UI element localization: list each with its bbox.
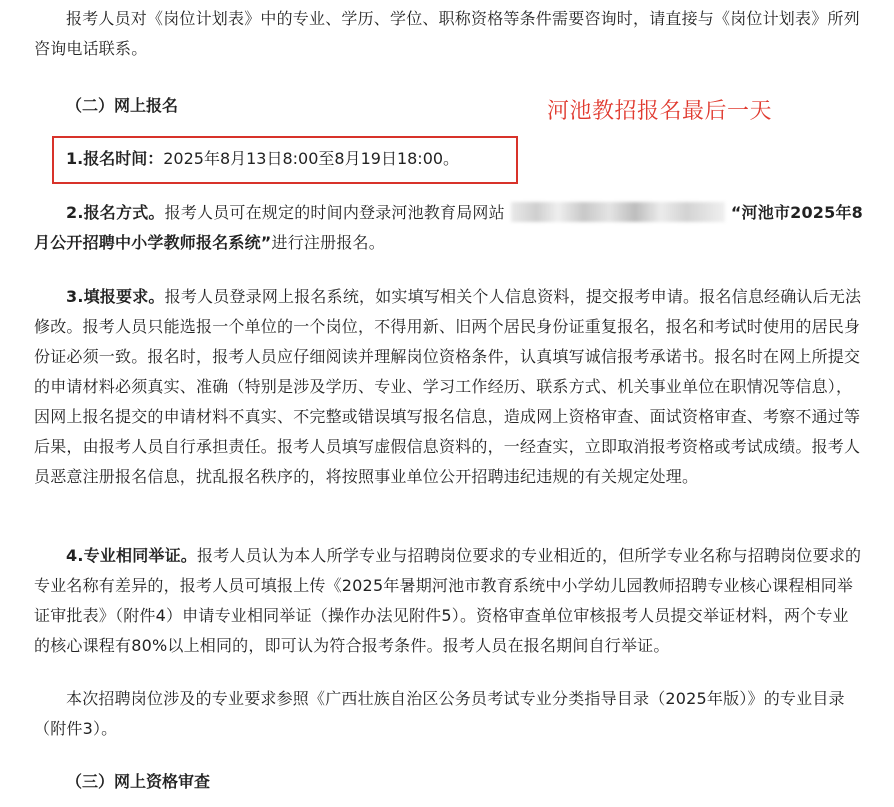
registration-time-value: 2025年8月13日8:00至8月19日18:00。 xyxy=(163,149,460,168)
major-catalog-note xyxy=(34,684,864,744)
registration-method-paragraph xyxy=(34,198,864,258)
major-proof-text: 报考人员认为本人所学专业与招聘岗位要求的专业相近的，但所学专业名称与招聘岗位要求的专业名称有差异的，报考人员可填报上传《2025年暑期河池市教育系统中小学幼儿园教师招聘专业核心课程相同举证审批表》（附件4）申请专业相同举证（操作办法见附件5）。资格审查单位审核报考人员提交举证材料，两个专业的核心课程有80%以上相同的，即可认为符合报考条件。报考人员在报名期间自行举证。 xyxy=(34,546,862,655)
registration-time xyxy=(66,144,459,174)
registration-system-name: “河池市2025年8月公开招聘中小学教师报名系统” xyxy=(34,203,864,252)
blurred-website-url xyxy=(511,202,725,222)
registration-method-text-after: 进行注册报名。 xyxy=(271,233,385,252)
major-catalog-text: 本次招聘岗位涉及的专业要求参照《广西壮族自治区公务员考试专业分类指导目录（2025年版）》的专业目录（附件3）。 xyxy=(34,689,845,738)
section-heading-online-registration: （二）网上报名 xyxy=(66,96,179,115)
intro-paragraph xyxy=(34,4,864,64)
major-proof-label: 4.专业相同举证。 xyxy=(66,546,198,565)
registration-method-label: 2.报名方式。 xyxy=(66,203,165,222)
registration-time-label: 1.报名时间： xyxy=(66,149,164,168)
section-heading-online-qualification-review: （三）网上资格审查 xyxy=(66,772,211,791)
major-proof-paragraph xyxy=(34,541,864,661)
filling-requirements-text: 报考人员登录网上报名系统，如实填写相关个人信息资料，提交报考申请。报名信息经确认后无法修改。报考人员只能选报一个单位的一个岗位，不得用新、旧两个居民身份证重复报名，报名和考试时使用的居民身份证必须一致。报名时，报考人员应仔细阅读并理解岗位资格条件，认真填写诚信报考承诺书。报名时在网上所提交的申请材料必须真实、准确（特别是涉及学历、专业、学习工作经历、联系方式、机关事业单位在职情况等信息），因网上报名提交的申请材料不真实、不完整或错误填写报名信息，造成网上资格审查、面试资格审查、考察不通过等后果，由报考人员自行承担责任。报考人员填写虚假信息资料的，一经查实，立即取消报考资格或考试成绩。报考人员恶意注册报名信息，扰乱报名秩序的，将按照事业单位公开招聘违纪违规的有关规定处理。 xyxy=(34,287,862,486)
intro-text: 报考人员对《岗位计划表》中的专业、学历、学位、职称资格等条件需要咨询时，请直接与《岗位计划表》所列咨询电话联系。 xyxy=(34,9,860,58)
filling-requirements-label: 3.填报要求。 xyxy=(66,287,165,306)
filling-requirements-paragraph xyxy=(34,282,864,492)
red-annotation: 河池教招报名最后一天 xyxy=(547,99,773,124)
registration-method-text: 报考人员可在规定的时间内登录河池教育局网站 xyxy=(164,203,505,222)
